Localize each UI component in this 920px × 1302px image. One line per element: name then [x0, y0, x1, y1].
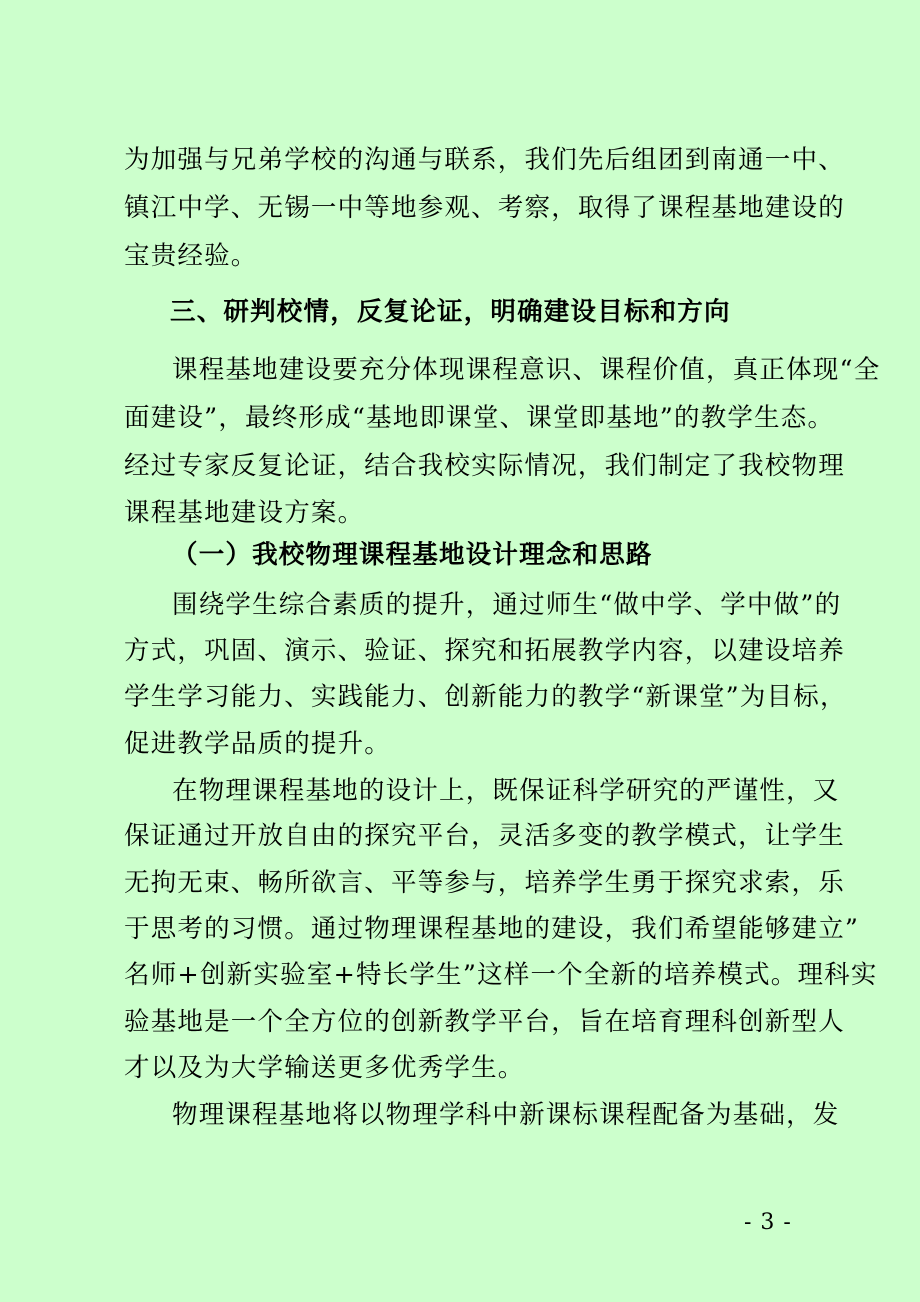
subsection-heading-1: （一）我校物理课程基地设计理念和思路 [172, 540, 653, 570]
paragraph-line-9: 方式，巩固、演示、验证、探究和拓展教学内容，以建设培养 [124, 636, 845, 666]
page-number: - 3 - [744, 1210, 792, 1235]
paragraph-line-8: 围绕学生综合素质的提升，通过师生“做中学、学中做”的 [172, 590, 842, 620]
paragraph-line-11: 促进教学品质的提升。 [124, 729, 392, 759]
paragraph-line-12: 在物理课程基地的设计上，既保证科学研究的严谨性，又 [172, 776, 840, 806]
paragraph-line-17: 验基地是一个全方位的创新教学平台，旨在培育理科创新型人 [124, 1007, 845, 1037]
paragraph-line-4: 课程基地建设要充分体现课程意识、课程价值，真正体现“全 [172, 355, 881, 385]
paragraph-line-1: 为加强与兄弟学校的沟通与联系，我们先后组团到南通一中、 [124, 145, 845, 175]
paragraph-line-13: 保证通过开放自由的探究平台，灵活多变的教学模式，让学生 [124, 821, 845, 851]
paragraph-line-16: 名师+创新实验室+特长学生”这样一个全新的培养模式。理科实 [124, 960, 878, 990]
section-heading-3: 三、研判校情，反复论证，明确建设目标和方向 [170, 297, 731, 327]
paragraph-line-2: 镇江中学、无锡一中等地参观、考察，取得了课程基地建设的 [124, 193, 845, 223]
paragraph-line-6: 经过专家反复论证，结合我校实际情况，我们制定了我校物理 [124, 451, 845, 481]
paragraph-line-19: 物理课程基地将以物理学科中新课标课程配备为基础，发 [172, 1100, 840, 1130]
paragraph-line-3: 宝贵经验。 [124, 241, 258, 271]
paragraph-line-10: 学生学习能力、实践能力、创新能力的教学“新课堂”为目标， [124, 682, 847, 712]
paragraph-line-15: 于思考的习惯。通过物理课程基地的建设，我们希望能够建立” [124, 914, 860, 944]
paragraph-line-5: 面建设”，最终形成“基地即课堂、课堂即基地”的教学生态。 [124, 403, 835, 433]
paragraph-line-7: 课程基地建设方案。 [124, 498, 365, 528]
paragraph-line-14: 无拘无束、畅所欲言、平等参与，培养学生勇于探究求索，乐 [124, 868, 845, 898]
paragraph-line-18: 才以及为大学输送更多优秀学生。 [124, 1053, 525, 1083]
